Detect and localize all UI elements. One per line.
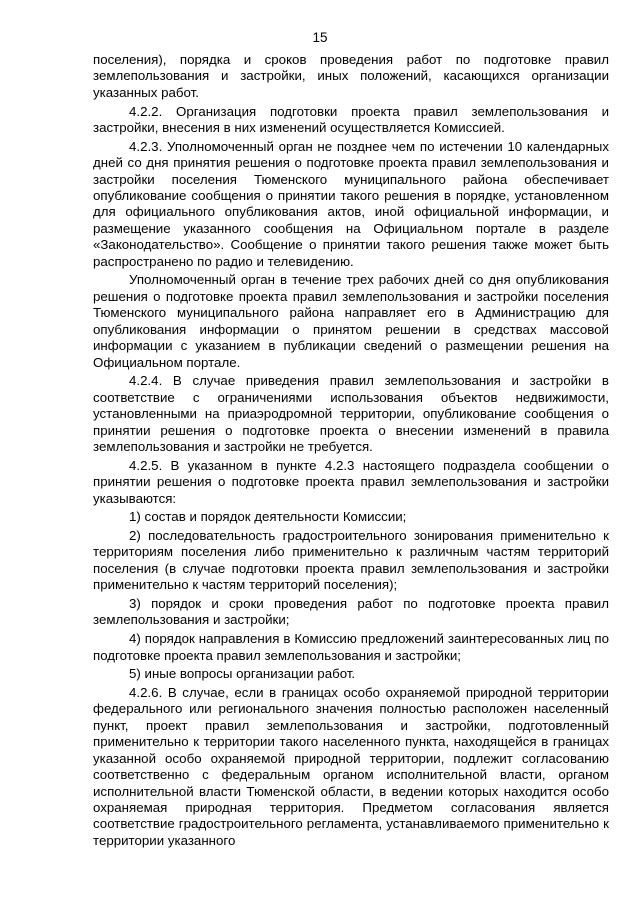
- list-item-3: 3) порядок и сроки проведения работ по подготовке проекта правил землепользования и застройки;: [93, 596, 609, 628]
- paragraph-4-2-4: 4.2.4. В случае приведения правил землепользования и застройки в соответствие с ограничениями использования объектов недвижимости, установленными на приаэродромной территории, опубликование сообщения о принятии решения о подготовке проекта о внесении изменений в правила землепользования и застройки не требуется.: [93, 373, 609, 455]
- paragraph-authorized-body: Уполномоченный орган в течение трех рабочих дней со дня опубликования решения о подготовке проекта правил землепользования и застройки поселения Тюменского муниципального района направляет его в Администрацию для опубликования информации о принятом решении в средствах массовой информации с указанием в публикации сведений о размещении решения на Официальном портале.: [93, 272, 609, 370]
- paragraph-4-2-3: 4.2.3. Уполномоченный орган не позднее чем по истечении 10 календарных дней со дня принятия решения о подготовке проекта правил землепользования и застройки поселения Тюменского муниципального района обеспечивает опубликование сообщения о принятии такого решения в порядке, установленном для официального опубликования актов, иной официальной информации, и размещение указанного сообщения на Официальном портале в разделе «Законодательство». Сообщение о принятии такого решения также может быть распространено по радио и телевидению.: [93, 138, 609, 269]
- list-item-2: 2) последовательность градостроительного зонирования применительно к территориям поселения либо применительно к различным частям территорий поселения (в случае подготовки проекта правил землепользования и застройки применительно к частям территорий поселения);: [93, 528, 609, 593]
- paragraph-4-2-2: 4.2.2. Организация подготовки проекта правил землепользования и застройки, внесения в них изменений осуществляется Комиссией.: [93, 103, 609, 135]
- page-number: 15: [312, 30, 328, 45]
- list-item-4: 4) порядок направления в Комиссию предложений заинтересованных лиц по подготовке проекта правил землепользования и застройки;: [93, 631, 609, 663]
- paragraph-4-2-5: 4.2.5. В указанном в пункте 4.2.3 настоящего подраздела сообщении о принятии решения о подготовке проекта правил землепользования и застройки указываются:: [93, 457, 609, 506]
- document-body: [93, 52, 609, 852]
- list-item-5: 5) иные вопросы организации работ.: [129, 666, 356, 682]
- paragraph-4-2-6: 4.2.6. В случае, если в границах особо охраняемой природной территории федерального или регионального значения полностью расположен населенный пункт, проект правил землепользования и застройки, подготовленный применительно к территории такого населенного пункта, находящейся в границах указанной особо охраняемой природной территории, подлежит согласованию соответственно с федеральным органом исполнительной власти, органом исполнительной власти Тюменской области, в ведении которых находится особо охраняемая природная территория. Предметом согласования является соответствие градостроительного регламента, устанавливаемого применительно к территории указанного: [93, 684, 609, 848]
- list-item-1: 1) состав и порядок деятельности Комиссии;: [129, 509, 407, 525]
- paragraph-continuation: поселения), порядка и сроков проведения работ по подготовке правил землепользования и застройки, иных положений, касающихся организации указанных работ.: [93, 52, 609, 100]
